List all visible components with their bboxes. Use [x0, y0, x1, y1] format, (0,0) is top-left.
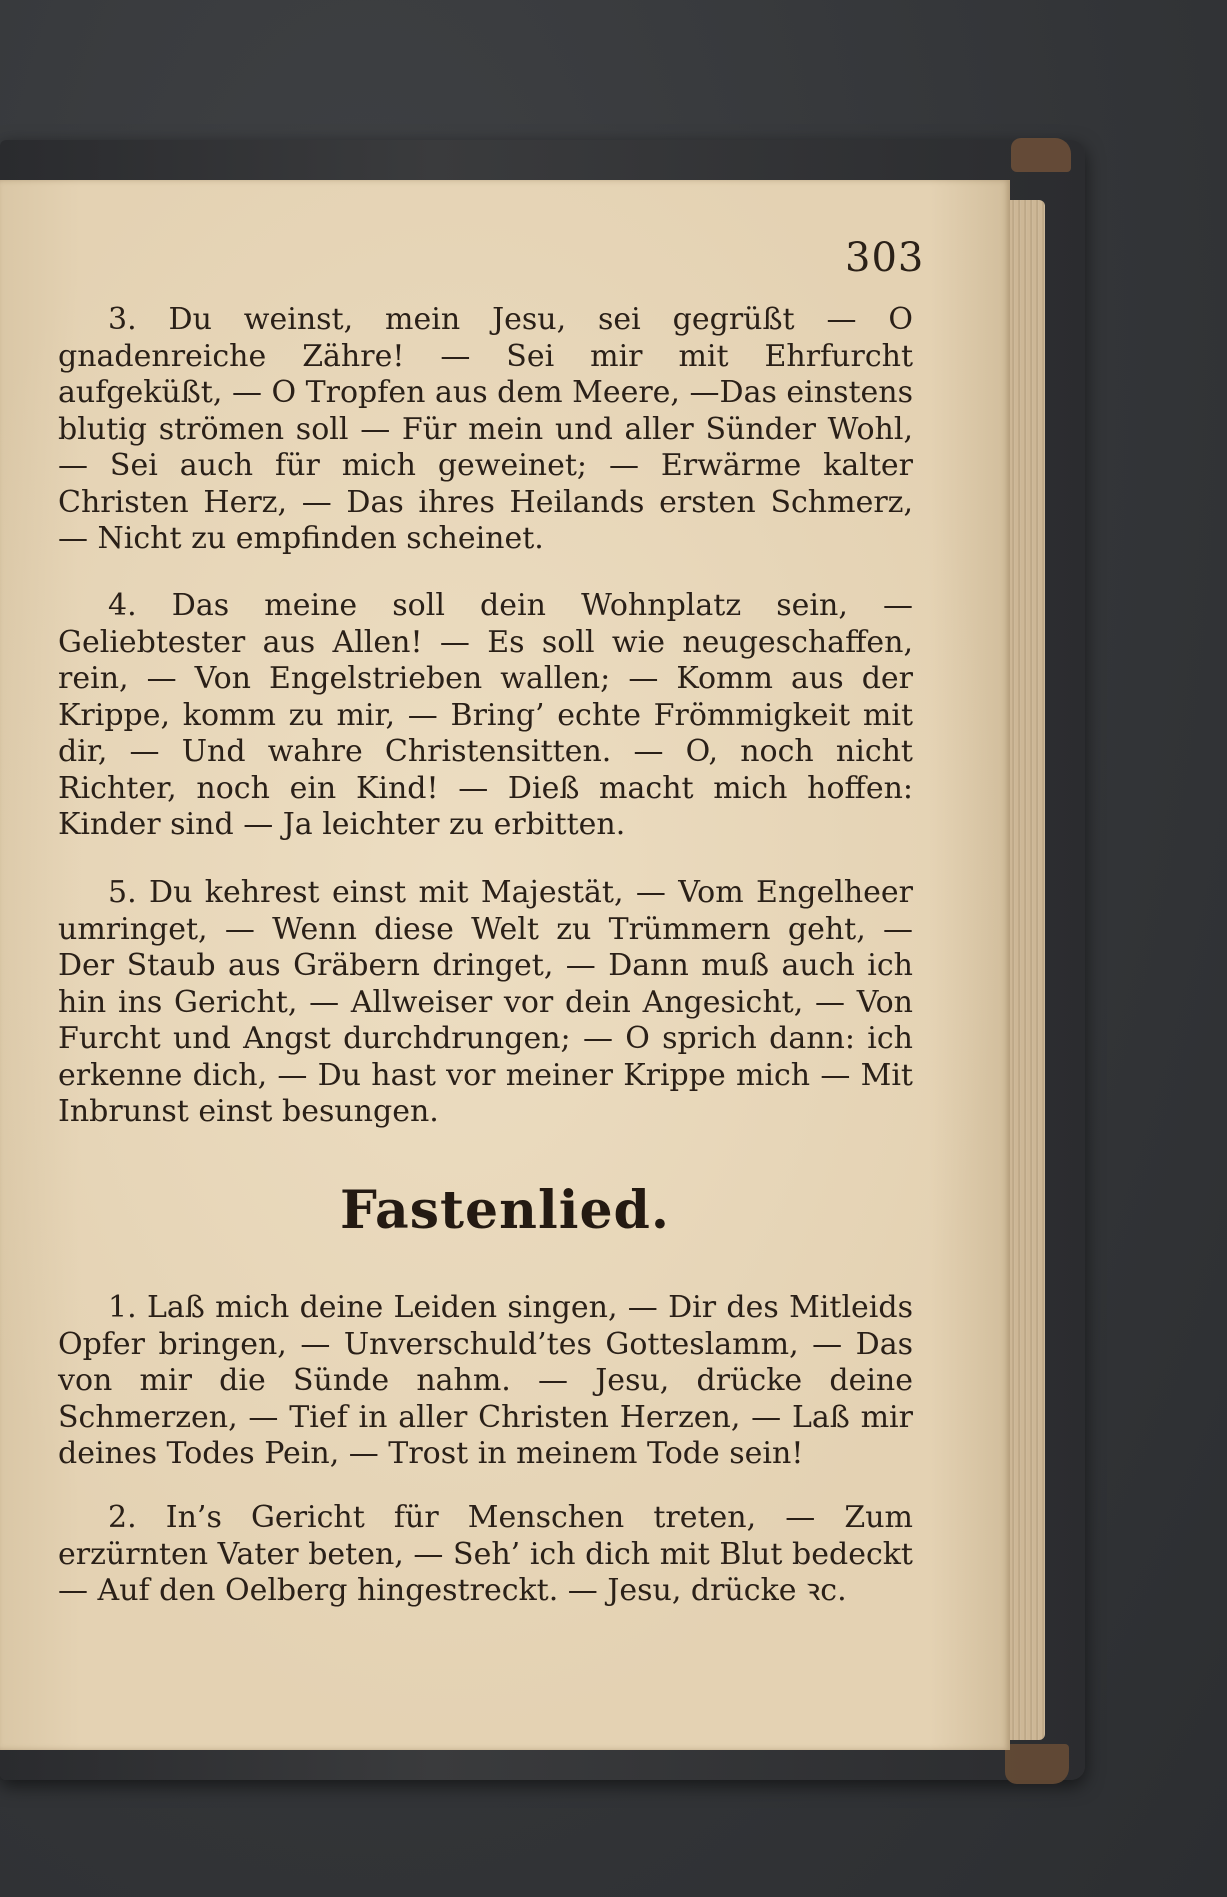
fastenlied-verse-1 [58, 1290, 913, 1473]
cover-corner-wear-top [1011, 138, 1071, 172]
verse-text: Du kehrest einst mit Majestät, — Vom Engelheer umringet, — Wenn diese Welt zu Trümmern geht, — Der Staub aus Gräbern dringet, — Dann muß auch ich hin ins Gericht, — Allweiser vor dein Angesicht, — Von Furcht und Angst durchdrungen; — O sprich dann: ich erkenne dich, — Du hast vor meiner Krippe mich — Mit Inbrunst einst besungen. [58, 875, 913, 1129]
page-number: 303 [845, 235, 925, 281]
cover-corner-wear-bottom [1005, 1744, 1069, 1784]
verse-3 [58, 302, 913, 558]
verse-number: 1. [108, 1290, 137, 1325]
verse-number: 3. [108, 302, 137, 337]
verse-number: 4. [108, 588, 137, 623]
fastenlied-verse-2 [58, 1500, 913, 1610]
song-title: Fastenlied. [339, 1180, 670, 1241]
verse-text: Das meine soll dein Wohnplatz sein, — Geliebtester aus Allen! — Es soll wie neugeschaffen, rein, — Von Engelstrieben wallen; — Komm aus der Krippe, komm zu mir, — Bring’ echte Frömmigkeit mit dir, — Und wahre Christensitten. — O, noch nicht Richter, noch ein Kind! — Dieß macht mich hoffen: Kinder sind — Ja leichter zu erbitten. [58, 588, 914, 842]
verse-5 [58, 875, 913, 1131]
verse-number: 5. [108, 875, 137, 910]
verse-text: Du weinst, mein Jesu, sei gegrüßt — O gnadenreiche Zähre! — Sei mir mit Ehrfurcht aufgeküßt, — O Tropfen aus dem Meere, —Das einstens blutig strömen soll — Für mein und aller Sünder Wohl, — Sei auch für mich geweinet; — Erwärme kalter Christen Herz, — Das ihres Heilands ersten Schmerz, — Nicht zu empfinden scheinet. [58, 302, 913, 556]
verse-text: Laß mich deine Leiden singen, — Dir des Mitleids Opfer bringen, — Unverschuld’tes Gotteslamm, — Das von mir die Sünde nahm. — Jesu, drücke deine Schmerzen, — Tief in aller Christen Herzen, — Laß mir deines Todes Pein, — Trost in meinem Tode sein! [58, 1290, 913, 1471]
verse-number: 2. [108, 1500, 137, 1535]
verse-text: In’s Gericht für Menschen treten, — Zum erzürnten Vater beten, — Seh’ ich dich mit Blut bedeckt — Auf den Oelberg hingestreckt. — Jesu, drücke ꝛc. [58, 1500, 913, 1608]
verse-4 [58, 588, 913, 844]
